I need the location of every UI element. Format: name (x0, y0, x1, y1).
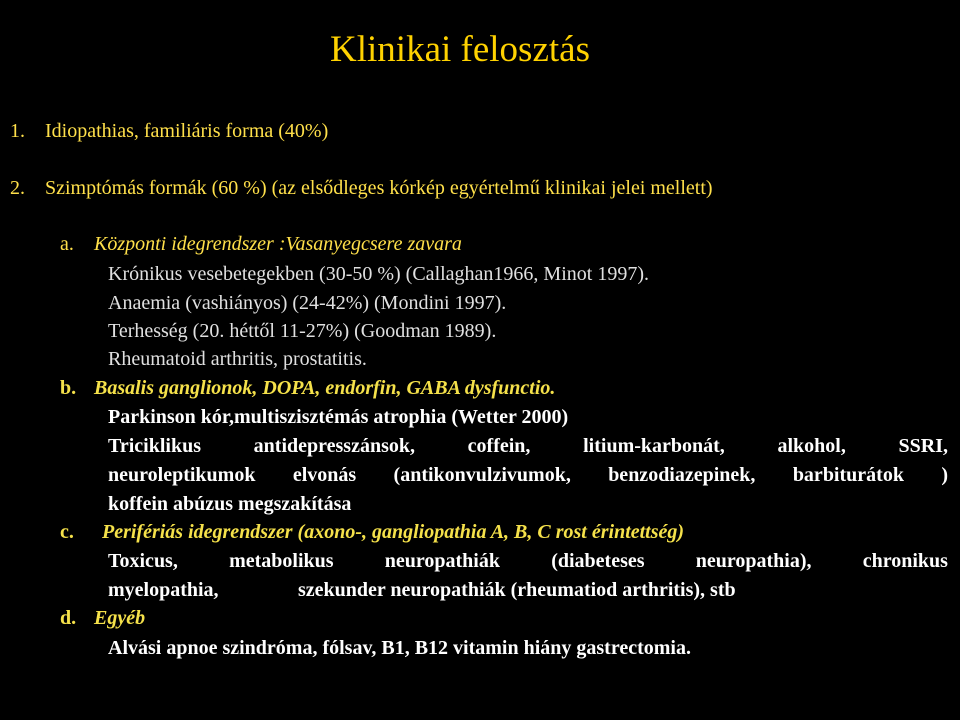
word: alkohol, (777, 435, 846, 457)
item-2-text: Szimptómás formák (60 %) (az elsődleges kórkép egyértelmű klinikai jelei mellett) (45, 177, 713, 199)
section-a-line-4: Rheumatoid arthritis, prostatitis. (108, 348, 367, 370)
slide-title: Klinikai felosztás (330, 29, 590, 70)
item-2-number: 2. (10, 177, 25, 199)
word: ) (941, 464, 948, 486)
word: antidepresszánsok, (253, 435, 415, 457)
word: SSRI, (898, 435, 948, 457)
section-a-line-1: Krónikus vesebetegekben (30-50 %) (Callaghan1966, Minot 1997). (108, 263, 649, 285)
word: Triciklikus (108, 435, 201, 457)
word: (antikonvulzivumok, (393, 464, 571, 486)
word: neuropathia), (695, 550, 812, 572)
section-c-line-2a: myelopathia, (108, 579, 219, 601)
word: (diabeteses (551, 550, 645, 572)
section-b-line-2 (108, 435, 948, 458)
word: coffein, (467, 435, 531, 457)
word: neuroleptikumok (108, 464, 256, 486)
word: metabolikus (229, 550, 334, 572)
section-d-heading: Egyéb (94, 607, 146, 629)
section-b-line-3 (108, 464, 948, 487)
section-c-label: c. (60, 521, 74, 543)
word: elvonás (292, 464, 357, 486)
section-d-line-1: Alvási apnoe szindróma, fólsav, B1, B12 vitamin hiány gastrectomia. (108, 637, 691, 659)
word: benzodiazepinek, (608, 464, 756, 486)
section-a-label: a. (60, 233, 74, 255)
section-c-line-1 (108, 550, 948, 573)
section-b-label: b. (60, 377, 77, 399)
section-b-line-4: koffein abúzus megszakítása (108, 493, 352, 515)
item-1 (10, 120, 328, 143)
item-2 (10, 177, 713, 200)
section-d-label: d. (60, 607, 77, 629)
section-c-line-2b: szekunder neuropathiák (rheumatiod arthritis), stb (298, 579, 736, 601)
word: neuropathiák (384, 550, 500, 572)
word: Toxicus, (108, 550, 178, 572)
section-b-heading: Basalis ganglionok, DOPA, endorfin, GABA dysfunctio. (94, 377, 556, 399)
section-b-line-1: Parkinson kór,multiszisztémás atrophia (Wetter 2000) (108, 406, 569, 428)
section-a-heading: Központi idegrendszer :Vasanyegcsere zavara (94, 233, 462, 255)
section-a-line-2: Anaemia (vashiányos) (24-42%) (Mondini 1997). (108, 292, 507, 314)
word: chronikus (862, 550, 948, 572)
section-c-heading: Perifériás idegrendszer (axono-, gangliopathia A, B, C rost érintettség) (102, 521, 685, 543)
word: barbiturátok (792, 464, 904, 486)
word: litium-karbonát, (583, 435, 725, 457)
item-1-text: Idiopathias, familiáris forma (40%) (45, 120, 329, 142)
section-a-line-3: Terhesség (20. héttől 11-27%) (Goodman 1989). (108, 320, 497, 342)
item-1-number: 1. (10, 120, 25, 142)
